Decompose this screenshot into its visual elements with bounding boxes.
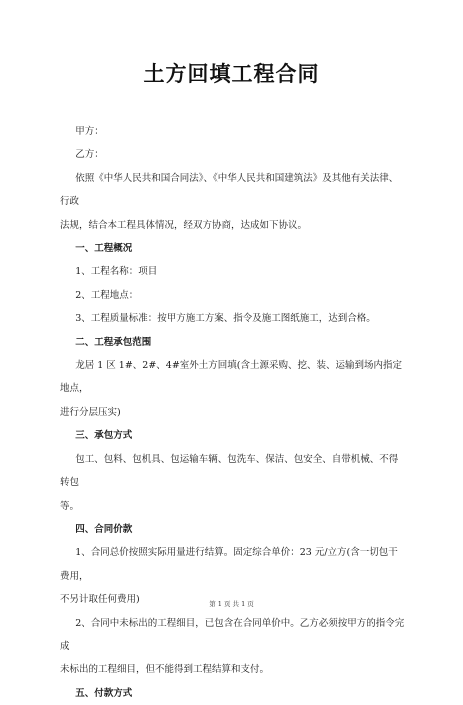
party-a-line: 甲方： — [75, 126, 104, 137]
section-heading-contract-method: 三、承包方式 — [75, 430, 133, 442]
page-title: 土方回填工程合同 — [143, 61, 320, 86]
price-item-2-line-1: 2、合同中未标出的工程细目，已包含在合同单价中。乙方必须按甲方的指令完成 — [60, 617, 405, 652]
price-item-1-line-2: 不另计取任何费用) — [60, 594, 140, 606]
intro-line-2: 法规，结合本工程具体情况，经双方协商，达成如下协议。 — [60, 219, 308, 231]
price-item-1-line-1: 1、合同总价按照实际用量进行结算。固定综合单价：23 元/立方(含一切包干费用， — [60, 547, 398, 582]
scope-line-2: 进行分层压实) — [60, 406, 121, 418]
quality-standard-line: 3、工程质量标准：按甲方施工方案、指令及施工图纸施工，达到合格。 — [75, 313, 376, 325]
section-heading-contract-price: 四、合同价款 — [75, 523, 133, 535]
scope-line-1: 龙居 1 区 1#、2#、4#室外土方回填(含土源采购、挖、装、运输到场内指定地点， — [60, 360, 403, 395]
intro-line-1: 依照《中华人民共和国合同法》、《中华人民共和国建筑法》及其他有关法律、行政 — [60, 172, 399, 208]
project-location-line: 2、工程地点： — [75, 289, 139, 301]
section-heading-scope: 二、工程承包范围 — [75, 336, 152, 348]
document-body — [60, 120, 405, 705]
party-b-line: 乙方： — [75, 149, 104, 161]
page-footer: 第 1 页 共 1 页 — [209, 600, 254, 608]
section-heading-payment: 五、付款方式 — [75, 687, 133, 699]
contract-method-line-2: 等。 — [60, 500, 80, 512]
project-name-line: 1、工程名称：项目 — [75, 266, 158, 278]
contract-method-line-1: 包工、包料、包机具、包运输车辆、包洗车、保洁、包安全、自带机械、不得转包 — [60, 453, 399, 489]
price-item-2-line-2: 未标出的工程细目，但不能得到工程结算和支付。 — [60, 664, 270, 676]
section-heading-project-overview: 一、工程概况 — [75, 243, 133, 255]
